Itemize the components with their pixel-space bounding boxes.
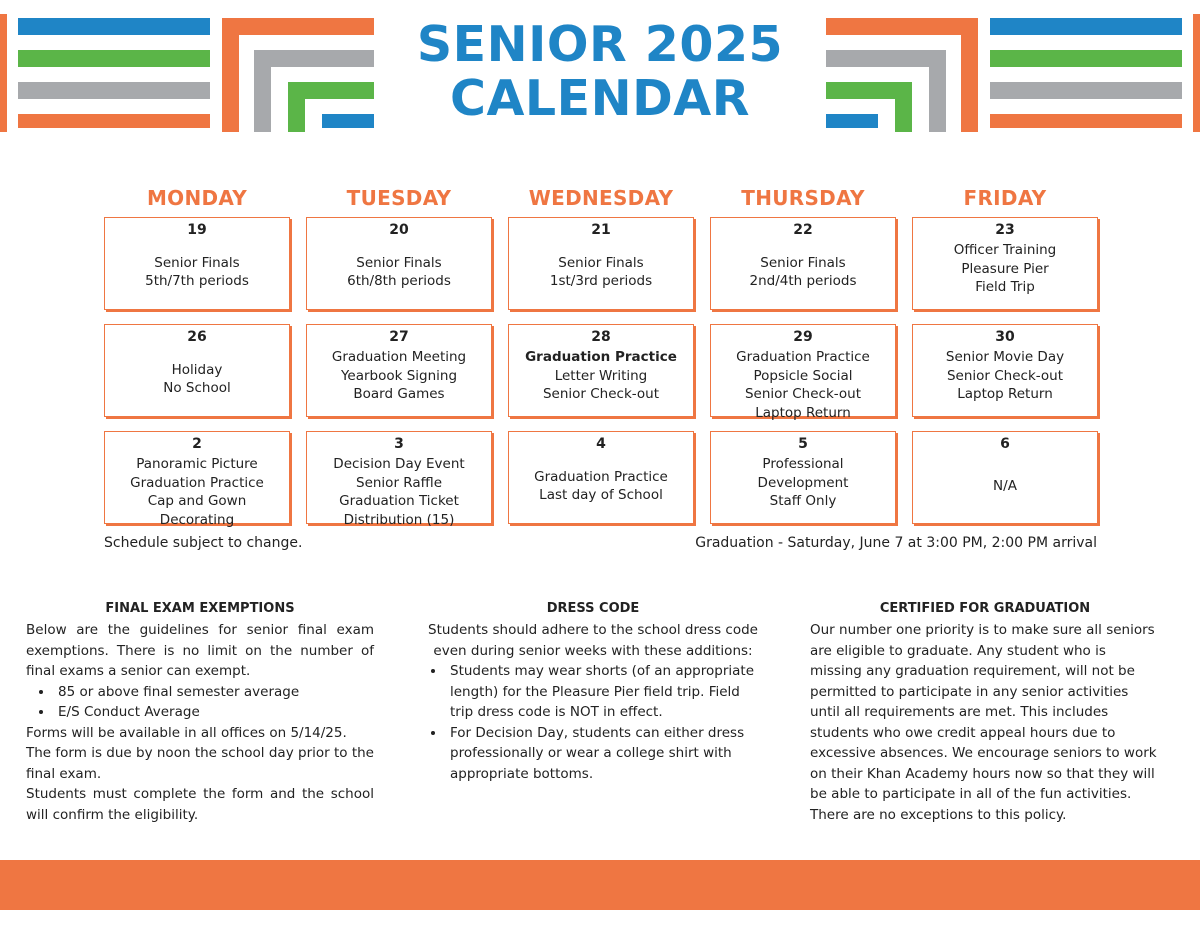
dress-code-heading: DRESS CODE [546, 601, 640, 616]
event-text: Yearbook Signing [340, 367, 458, 384]
day-cell-monday [104, 217, 290, 310]
day-header-wednesday: WEDNESDAY [528, 186, 674, 210]
day-events [711, 455, 895, 523]
graduation-note: Graduation - Saturday, June 7 at 3:00 PM, 2:00 PM arrival [695, 535, 1097, 551]
day-cell-tuesday [306, 217, 492, 310]
weekday-header-row [104, 186, 1104, 210]
final-exam-intro: Below are the guidelines for senior final exam exemptions. There is no limit on the number of final exams a senior can exempt. [26, 622, 374, 679]
event-text: Graduation Practice [736, 349, 870, 365]
event-text: Professional [762, 456, 844, 472]
day-events [913, 455, 1097, 523]
day-number: 21 [591, 222, 611, 238]
day-header-monday: MONDAY [146, 186, 248, 210]
event-text: Board Games [353, 386, 445, 402]
day-cell-wednesday [508, 324, 694, 417]
event-text: 5th/7th periods [145, 273, 249, 289]
day-events [913, 241, 1097, 309]
event-text: Decorating [159, 511, 235, 528]
list-item: • Students may wear shorts (of an appropriate length) for the Pleasure Pier field trip. Field trip dress code is NOT in effect. [446, 661, 760, 723]
footer-bar [0, 860, 1200, 910]
event-text: Graduation Practice [130, 474, 264, 491]
event-text: Field Trip [975, 279, 1035, 295]
day-number: 27 [389, 329, 409, 345]
event-text: Senior Check-out [744, 386, 862, 402]
certified-heading: CERTIFIED FOR GRADUATION [879, 601, 1091, 616]
event-text: Senior Finals [154, 254, 240, 271]
dress-code-intro: Students should adhere to the school dress code even during senior weeks with these additions: [428, 622, 758, 659]
list-item: • E/S Conduct Average [54, 702, 374, 723]
day-number: 6 [1000, 436, 1010, 452]
event-text: Graduation Ticket [339, 493, 459, 509]
event-text: Last day of School [539, 487, 663, 503]
event-text: Officer Training [953, 242, 1057, 258]
event-text: Senior Raffle [356, 474, 442, 491]
day-number: 4 [596, 436, 606, 452]
final-exam-section [26, 600, 374, 825]
title-line-1: SENIOR 2025 [416, 16, 784, 73]
event-text: Popsicle Social [753, 367, 853, 384]
day-header-friday: FRIDAY [963, 186, 1047, 210]
final-exam-forms-text: Forms will be available in all offices on 5/14/25. [26, 724, 347, 741]
day-events [509, 241, 693, 309]
day-cell-tuesday [306, 431, 492, 528]
day-events [711, 348, 895, 422]
day-header-thursday: THURSDAY [741, 186, 865, 210]
day-number: 5 [798, 436, 808, 452]
day-events [307, 348, 491, 416]
day-events [307, 241, 491, 309]
day-events [509, 455, 693, 523]
day-events [307, 455, 491, 529]
final-exam-due-text: The form is due by noon the school day prior to the final exam. [26, 745, 374, 782]
certified-body: Our number one priority is to make sure all seniors are eligible to graduate. Any student who is missing any graduation requirement, will not be permitted to participate in any senior activities until all requirements are met. This includes students who owe credit appeal hours due to excessive absences. We encourage seniors to work on their Khan Academy hours now so that they will be able to participate in all of the fun activities. There are no exceptions to this policy. [810, 622, 1157, 823]
day-cell-friday [912, 324, 1098, 417]
day-events [509, 348, 693, 416]
event-text: Distribution (15) [343, 511, 455, 528]
list-item: • 85 or above final semester average [54, 682, 374, 703]
day-cell-thursday [710, 217, 896, 310]
event-text: Staff Only [769, 493, 837, 509]
event-text: Graduation Practice [525, 349, 677, 365]
event-text: Laptop Return [957, 386, 1053, 402]
day-cell-wednesday [508, 431, 694, 524]
event-text: Senior Movie Day [945, 349, 1065, 365]
calendar-title [395, 18, 805, 126]
day-number: 26 [187, 329, 207, 345]
day-cell-monday [104, 324, 290, 417]
day-number: 30 [995, 329, 1015, 345]
day-number: 20 [389, 222, 409, 238]
event-text: Senior Finals [558, 254, 644, 271]
day-number: 19 [187, 222, 207, 238]
event-text: No School [163, 380, 231, 396]
calendar-grid [104, 217, 1104, 528]
day-cell-thursday [710, 431, 896, 524]
dress-code-list [426, 661, 760, 784]
final-exam-heading: FINAL EXAM EXEMPTIONS [105, 601, 295, 616]
final-exam-criteria-list [26, 682, 374, 723]
schedule-note: Schedule subject to change. [104, 535, 303, 551]
event-text: Senior Check-out [542, 386, 660, 402]
day-cell-monday [104, 431, 290, 528]
day-cell-friday [912, 431, 1098, 524]
event-text: Cap and Gown [147, 493, 247, 509]
header-stripes-right [810, 14, 1200, 132]
event-text: N/A [993, 477, 1017, 494]
day-cell-friday [912, 217, 1098, 310]
event-text: Senior Finals [356, 254, 442, 271]
day-events [913, 348, 1097, 416]
day-header-tuesday: TUESDAY [346, 186, 452, 210]
day-number: 3 [394, 436, 404, 452]
event-text: 2nd/4th periods [749, 273, 857, 289]
day-cell-tuesday [306, 324, 492, 417]
title-line-2: CALENDAR [450, 70, 750, 127]
event-text: Graduation Meeting [331, 349, 467, 365]
event-text: Decision Day Event [333, 456, 465, 472]
event-text: Letter Writing [554, 367, 648, 384]
certified-section [810, 600, 1160, 825]
day-number: 29 [793, 329, 813, 345]
event-text: 6th/8th periods [347, 273, 451, 289]
day-number: 22 [793, 222, 813, 238]
event-text: Graduation Practice [534, 468, 668, 485]
day-cell-wednesday [508, 217, 694, 310]
day-events [105, 241, 289, 309]
day-number: 23 [995, 222, 1015, 238]
day-events [105, 348, 289, 416]
list-item: • For Decision Day, students can either dress professionally or wear a college shirt with appropriate bottoms. [446, 723, 760, 785]
event-text: Development [757, 474, 849, 491]
event-text: Senior Finals [760, 254, 846, 271]
header-stripes-left [0, 14, 390, 132]
event-text: Senior Check-out [946, 367, 1064, 384]
day-number: 2 [192, 436, 202, 452]
final-exam-eligibility-text: Students must complete the form and the school will confirm the eligibility. [26, 786, 374, 823]
event-text: Pleasure Pier [961, 260, 1049, 277]
dress-code-section [426, 600, 760, 784]
day-number: 28 [591, 329, 611, 345]
day-cell-thursday [710, 324, 896, 421]
event-text: Panoramic Picture [136, 456, 258, 472]
event-text: Laptop Return [755, 404, 851, 421]
day-events [711, 241, 895, 309]
day-events [105, 455, 289, 529]
event-text: Holiday [171, 361, 223, 378]
event-text: 1st/3rd periods [549, 273, 653, 289]
